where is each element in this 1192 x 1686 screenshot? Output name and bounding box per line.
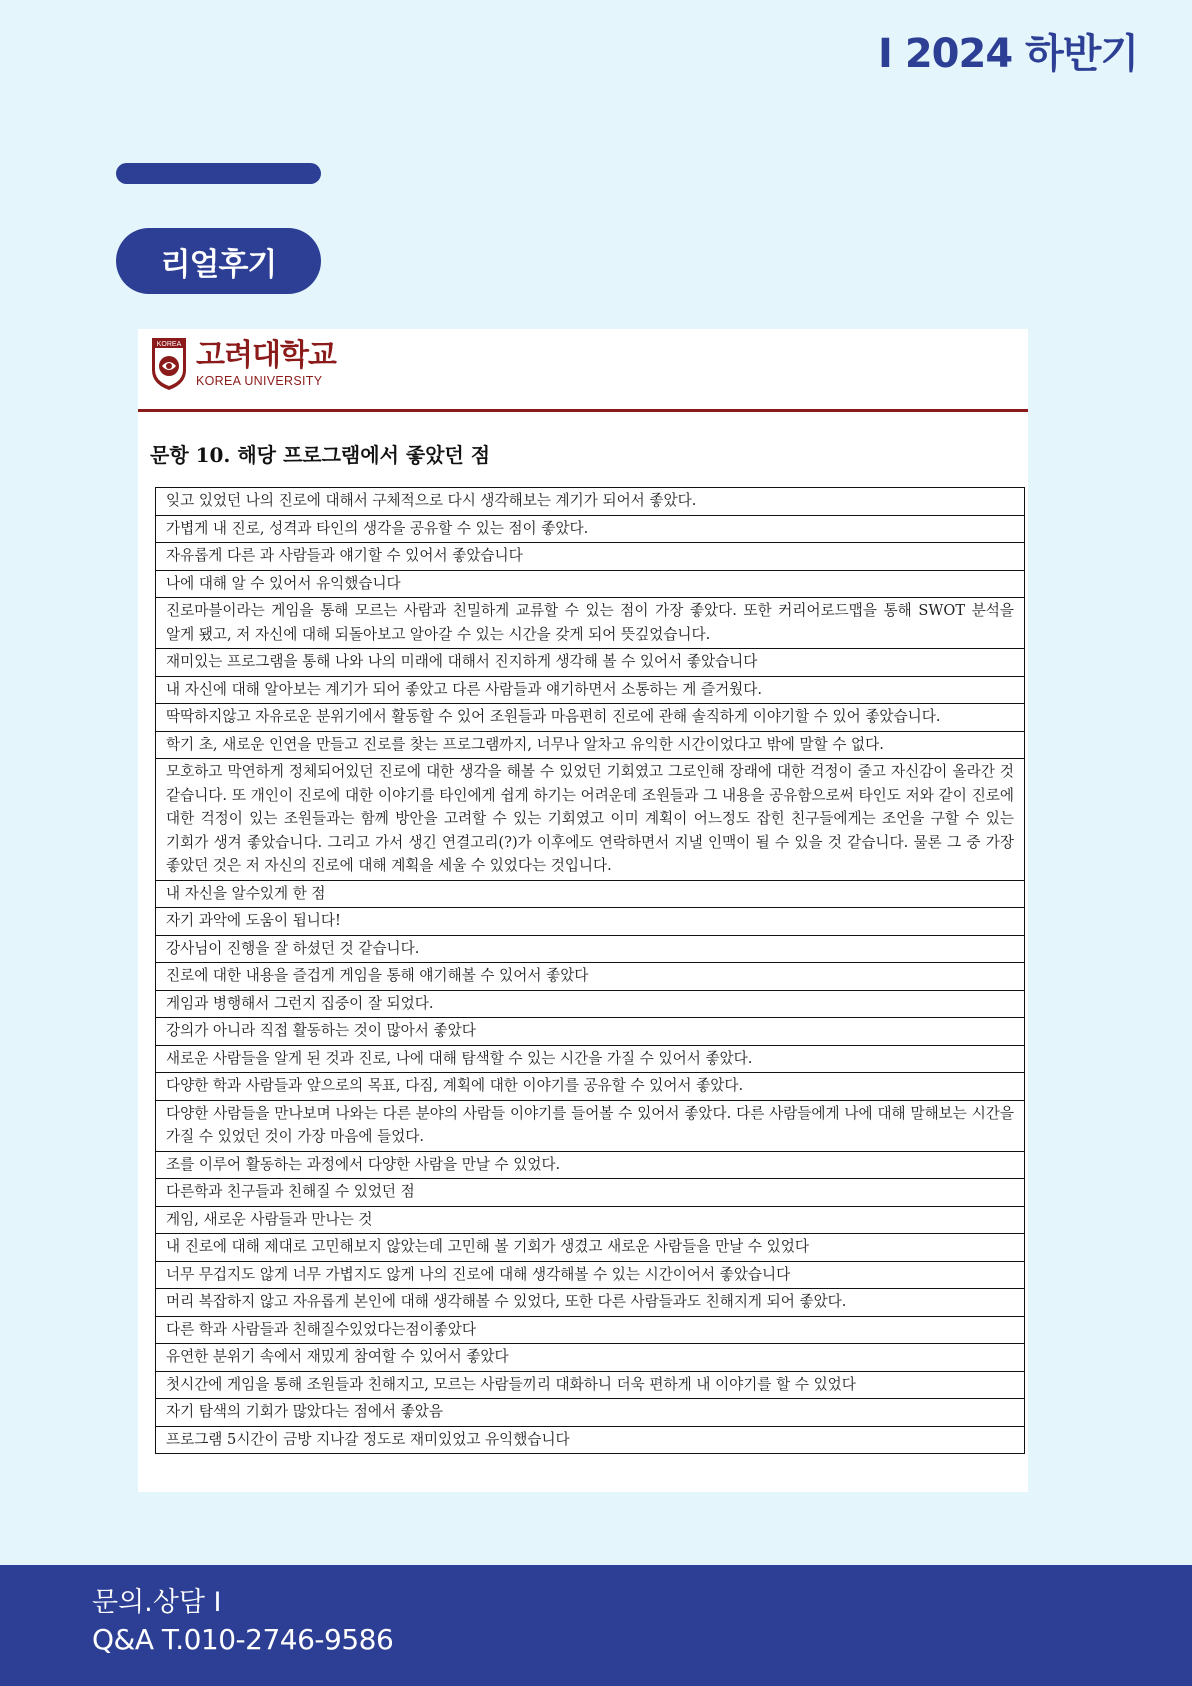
university-logo: [150, 336, 336, 392]
response-row: 가볍게 내 진로, 성격과 타인의 생각을 공유할 수 있는 점이 좋았다.: [155, 516, 1025, 544]
svg-text:KOREA: KOREA: [156, 341, 182, 348]
response-row: 딱딱하지않고 자유로운 분위기에서 활동할 수 있어 조원들과 마음편히 진로에 관해 솔직하게 이야기할 수 있어 좋았습니다.: [155, 704, 1025, 732]
response-row: 첫시간에 게임을 통해 조원들과 친해지고, 모르는 사람들끼리 대화하니 더욱 편하게 내 이야기를 할 수 있었다: [155, 1372, 1025, 1400]
inquiry-label: 문의.상담 I: [92, 1587, 222, 1618]
response-row: 자유롭게 다른 과 사람들과 얘기할 수 있어서 좋았습니다: [155, 543, 1025, 571]
footer: [0, 1565, 1192, 1686]
response-row: 내 진로에 대해 제대로 고민해보지 않았는데 고민해 볼 기회가 생겼고 새로운 사람들을 만날 수 있었다: [155, 1234, 1025, 1262]
response-row: 내 자신을 알수있게 한 점: [155, 881, 1025, 909]
section-tag: 리얼후기: [116, 228, 321, 294]
response-row: 너무 무겁지도 않게 너무 가볍지도 않게 나의 진로에 대해 생각해볼 수 있는 시간이어서 좋았습니다: [155, 1262, 1025, 1290]
response-row: 진로에 대한 내용을 즐겁게 게임을 통해 얘기해볼 수 있어서 좋았다: [155, 963, 1025, 991]
response-row: 자기 탐색의 기회가 많았다는 점에서 좋았음: [155, 1399, 1025, 1427]
response-row: 다른 학과 사람들과 친해질수있었다는점이좋았다: [155, 1317, 1025, 1345]
response-row: 조를 이루어 활동하는 과정에서 다양한 사람을 만날 수 있었다.: [155, 1152, 1025, 1180]
response-row: 머리 복잡하지 않고 자유롭게 본인에 대해 생각해볼 수 있었다, 또한 다른 사람들과도 친해지게 되어 좋았다.: [155, 1289, 1025, 1317]
response-row: 모호하고 막연하게 정체되어있던 진로에 대한 생각을 해볼 수 있었던 기회였고 그로인해 장래에 대한 걱정이 줄고 자신감이 올라간 것 같습니다. 또 개인이 진로에 대한 이야기를 타인에게 쉽게 하기는 어려운데 조원들과 그 내용을 공유함으로써 타인도 저와 같이 진로에 대한 걱정이 있는 조원들과는 함께 방안을 고려할 수 있는 기회였고 이미 계획이 어느정도 잡힌 친구들에게는 조언을 구할 수 있는 기회가 생겨 좋았습니다. 그리고 가서 생긴 연결고리(?)가 이후에도 연락하면서 지낼 인맥이 될 수 있을 것 같습니다. 물론 그 중 가장 좋았던 것은 저 자신의 진로에 대해 계획을 세울 수 있었다는 것입니다.: [155, 759, 1025, 881]
decorative-bar: [116, 163, 321, 184]
response-row: 새로운 사람들을 알게 된 것과 진로, 나에 대해 탐색할 수 있는 시간을 가질 수 있어서 좋았다.: [155, 1046, 1025, 1074]
logo-english-name: KOREA UNIVERSITY: [196, 374, 323, 388]
logo-korean-name: 고려대학교: [196, 338, 336, 373]
response-row: 학기 초, 새로운 인연을 만들고 진로를 찾는 프로그램까지, 너무나 알차고 유익한 시간이었다고 밖에 말할 수 없다.: [155, 732, 1025, 760]
survey-document: [138, 329, 1028, 1492]
response-row: 게임과 병행해서 그런지 집중이 잘 되었다.: [155, 991, 1025, 1019]
response-row: 나에 대해 알 수 있어서 유익했습니다: [155, 571, 1025, 599]
response-row: 게임, 새로운 사람들과 만나는 것: [155, 1207, 1025, 1235]
response-row: 다양한 학과 사람들과 앞으로의 목표, 다짐, 계획에 대한 이야기를 공유할 수 있어서 좋았다.: [155, 1073, 1025, 1101]
response-row: 강사님이 진행을 잘 하셨던 것 같습니다.: [155, 936, 1025, 964]
crest-icon: [150, 336, 188, 392]
response-row: 강의가 아니라 직접 활동하는 것이 많아서 좋았다: [155, 1018, 1025, 1046]
period-label: I 2024 하반기: [878, 31, 1138, 77]
response-row: 유연한 분위기 속에서 재밌게 참여할 수 있어서 좋았다: [155, 1344, 1025, 1372]
response-row: 내 자신에 대해 알아보는 계기가 되어 좋았고 다른 사람들과 얘기하면서 소통하는 게 즐거웠다.: [155, 677, 1025, 705]
question-heading: 문항 10. 해당 프로그램에서 좋았던 점: [150, 443, 491, 467]
response-row: 다양한 사람들을 만나보며 나와는 다른 분야의 사람들 이야기를 들어볼 수 있어서 좋았다. 다른 사람들에게 나에 대해 말해보는 시간을 가질 수 있었던 것이 가장 마음에 들었다.: [155, 1101, 1025, 1152]
contact-phone: Q&A T.010-2746-9586: [92, 1623, 394, 1656]
response-row: 재미있는 프로그램을 통해 나와 나의 미래에 대해서 진지하게 생각해 볼 수 있어서 좋았습니다: [155, 649, 1025, 677]
response-row: 다른학과 친구들과 친해질 수 있었던 점: [155, 1179, 1025, 1207]
header-rule: [138, 409, 1028, 412]
response-row: 잊고 있었던 나의 진로에 대해서 구체적으로 다시 생각해보는 계기가 되어서 좋았다.: [155, 488, 1025, 516]
response-row: 자기 과악에 도움이 됩니다!: [155, 908, 1025, 936]
response-row: 프로그램 5시간이 금방 지나갈 정도로 재미있었고 유익했습니다: [155, 1427, 1025, 1455]
responses-table: [155, 487, 1025, 1454]
response-row: 진로마블이라는 게임을 통해 모르는 사람과 친밀하게 교류할 수 있는 점이 가장 좋았다. 또한 커리어로드맵을 통해 SWOT 분석을 알게 됐고, 저 자신에 대해 되돌아보고 알아갈 수 있는 시간을 갖게 되어 뜻깊었습니다.: [155, 598, 1025, 649]
